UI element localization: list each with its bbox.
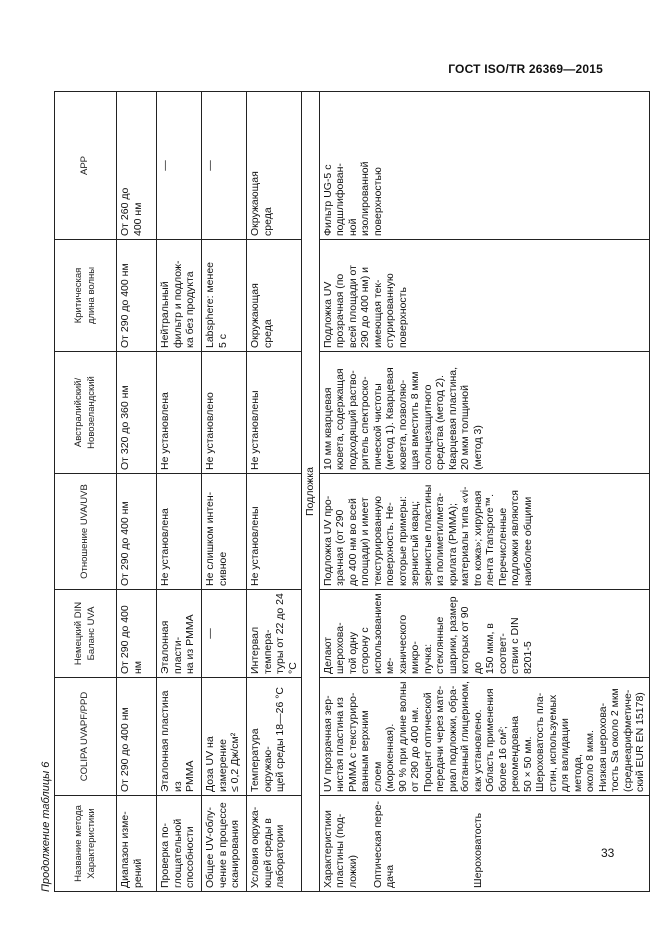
table-cell: Эталонная пластина из PMMA — [157, 678, 202, 796]
header-cell: Название метода Характеристики — [55, 796, 117, 892]
header-cell: APP — [55, 92, 117, 240]
table-row — [247, 92, 302, 892]
table-cell: Проверка по- глощательной способности — [157, 796, 202, 892]
table-cell: От 260 до 400 нм — [117, 92, 157, 240]
table-cell: От 290 до 400 нм — [117, 474, 157, 590]
standard-header: ГОСТ ISO/TR 26369—2015 — [448, 62, 603, 76]
table-cell: Характеристики пластины (под- ложки) Оптическая пере- дача Шероховатость — [319, 796, 649, 892]
table-cell: Подложка UV про- зрачная (от 290 до 400 нм во всей площади) и имеет текстурированную поверхность. Не- которые примеры: зернистый кварц; зернистые пластины из полиметилмета- крилата (PMMA); материалы типа «vi- tro кожа»; хирурная лента Transpore™. Перечисленные подложки являются наиболее общими — [319, 474, 649, 590]
section-label-substrate: Подложка — [302, 92, 320, 892]
table-cell: Диапазон изме- рений — [117, 796, 157, 892]
table-cell: 10 мм кварцевая кювета, содержащая подходящий раство- ритель спектроско- пической чистоты (метод 1). Кварцевая кювета, позволяю- щая вместить 8 мкм солнцезащитного средства (метод 2). Кварцевая пластина, 20 мкм толщиной (метод 3) — [319, 352, 649, 474]
header-cell: Немецкий DIN Баланс UVA — [55, 590, 117, 678]
table-cell: — — [202, 590, 247, 678]
table-cell: Нейтральный фильтр и подлож- ка без продукта — [157, 240, 202, 352]
table-continuation-caption: Продолжение таблицы 6 — [40, 761, 52, 892]
table-row — [157, 92, 202, 892]
page-number: 33 — [601, 846, 615, 860]
table-cell: — — [157, 92, 202, 240]
table-cell: Делают шерохова- той одну сторону с использованием ме- ханического микро- пучка: стеклянные шарики, размер которых от 90 до 150 мкм, в соответ- ствии с DIN 8201-5 — [319, 590, 649, 678]
table-cell: Подложка UV прозрачная (по всей площади от 290 до 400 нм) и имеющая тек- стурированную поверхность — [319, 240, 649, 352]
table-cell: Температура окружаю- щей среды 18—26 °С — [247, 678, 302, 796]
table-cell: Фильтр UG-5 с подшлифован- ной изолированной поверхностью — [319, 92, 649, 240]
header-cell: Критическая длина волны — [55, 240, 117, 352]
table-cell: Не установлена — [157, 352, 202, 474]
table-cell: От 290 до 400 нм — [117, 240, 157, 352]
table-cell: Окружающая среда — [247, 92, 302, 240]
header-cell: COLIPA UVAPF/PPD — [55, 678, 117, 796]
table-cell: Не установлены — [247, 474, 302, 590]
table-cell: Эталонная пласти- на из PMMA — [157, 590, 202, 678]
header-cell: Отношение UVA/UVB — [55, 474, 117, 590]
table-cell: Не установлена — [157, 474, 202, 590]
table-cell: От 290 до 400 нм — [117, 678, 157, 796]
table-cell: Интервал темпера- туры от 22 до 24 °С — [247, 590, 302, 678]
table-row — [202, 92, 247, 892]
methods-comparison-table — [54, 91, 650, 892]
table-cell: От 290 до 400 нм — [117, 590, 157, 678]
table-cell: Не установлено — [202, 352, 247, 474]
table-cell: Labsphere: менее 5 с — [202, 240, 247, 352]
section-row — [302, 92, 320, 892]
table-cell: — — [202, 92, 247, 240]
table-cell: Доза UV на измерение ≤ 0,2 Дж/см² — [202, 678, 247, 796]
table-cell: Не установлены — [247, 352, 302, 474]
table-row — [117, 92, 157, 892]
table-cell: Общее UV-облу- чение в процессе сканирования — [202, 796, 247, 892]
header-cell: Австралийский/ Новозеландский — [55, 352, 117, 474]
table-row — [319, 92, 649, 892]
table-cell: Не слишком интен- сивное — [202, 474, 247, 590]
table-cell: Условия окружа- ющей среды в лаборатории — [247, 796, 302, 892]
table-cell: Окружающая среда — [247, 240, 302, 352]
table-cell: UV прозрачная зер- нистая пластина из PMMA с текстуриро- ванным верхним слоем (морокенная). 90 % при длине волны от 290 до 400 нм. Процент оптической передачи через мате- риал подложки, обра- ботанный глицерином, как установлено. Область применения более 16 см²; рекомендована 50 × 50 мм. Шероховатость пла- стин, используемых для валидации метода, около 8 мкм. Низкая шерохова- тость Sa около 2 мкм (среднеарифметиче- ский EUR EN 15178) — [319, 678, 649, 796]
rotated-table-region — [40, 92, 646, 892]
table-cell: От 320 до 360 нм — [117, 352, 157, 474]
table-header-row — [55, 92, 117, 892]
